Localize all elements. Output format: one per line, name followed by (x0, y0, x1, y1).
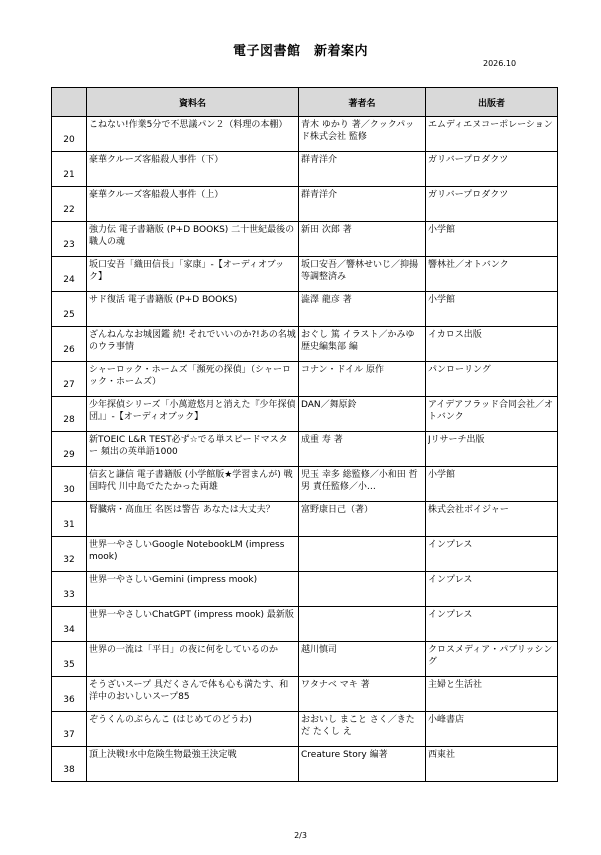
book-publisher-cell (426, 642, 558, 677)
book-title: 強力伝 電子書籍版 (P+D BOOKS) 二十世紀最後の職人の魂 (89, 225, 295, 247)
book-title-cell (87, 257, 299, 292)
book-author: 澁澤 龍彦 著 (301, 295, 352, 305)
book-author: 青木 ゆかり 著／クックパッド株式会社 監修 (301, 120, 415, 142)
table-row (52, 152, 558, 187)
table-row (52, 222, 558, 257)
new-arrivals-table (51, 87, 558, 782)
book-title-cell (87, 502, 299, 537)
column-header-author: 著者名 (299, 88, 426, 117)
book-title: ざんねんなお城図鑑 続! それでいいのか?!あの名城のウラ事情 (89, 330, 296, 352)
book-title-cell (87, 187, 299, 222)
book-author: コナン・ドイル 原作 (301, 365, 384, 375)
table-row (52, 117, 558, 152)
book-title-cell (87, 747, 299, 782)
row-number: 29 (63, 450, 75, 460)
row-number: 28 (63, 415, 75, 425)
book-publisher: パンローリング (428, 365, 491, 375)
book-publisher: ガリバープロダクツ (428, 155, 509, 165)
book-author-cell (299, 502, 426, 537)
book-publisher: アイデアフラッド合同会社／オトバンク (428, 400, 554, 422)
book-author: Creature Story 編著 (301, 750, 388, 760)
row-number-cell (52, 327, 87, 362)
book-publisher-cell (426, 292, 558, 327)
book-title-cell (87, 467, 299, 502)
book-title: 腎臓病・高血圧 名医は警告 あなたは大丈夫？ (89, 505, 275, 515)
book-publisher-cell (426, 327, 558, 362)
book-title-cell (87, 292, 299, 327)
table-header-row (52, 88, 558, 117)
book-publisher-cell (426, 362, 558, 397)
book-author: 群青洋介 (301, 155, 338, 165)
book-author-cell (299, 397, 426, 432)
table-row (52, 292, 558, 327)
book-title-cell (87, 537, 299, 572)
book-author-cell (299, 642, 426, 677)
column-header-publisher: 出版者 (426, 88, 558, 117)
row-number-cell (52, 677, 87, 712)
table-row (52, 362, 558, 397)
row-number-cell (52, 187, 87, 222)
book-title: 頂上決戦!水中危険生物最強王決定戦 (89, 750, 237, 760)
book-publisher-cell (426, 467, 558, 502)
row-number-cell (52, 572, 87, 607)
book-publisher-cell (426, 537, 558, 572)
book-title: ぞうくんのぶらんこ (はじめてのどうわ) (89, 715, 252, 725)
book-author: 坂口安吾／響林せいじ／抑揚等調整済み (301, 260, 419, 282)
book-publisher-cell (426, 187, 558, 222)
row-number: 33 (63, 590, 75, 600)
book-publisher: 株式会社ボイジャー (428, 505, 509, 515)
row-number-cell (52, 362, 87, 397)
row-number-cell (52, 222, 87, 257)
book-author-cell (299, 467, 426, 502)
book-publisher: インプレス (428, 540, 473, 550)
book-publisher-cell (426, 432, 558, 467)
row-number-cell (52, 607, 87, 642)
book-publisher-cell (426, 677, 558, 712)
book-publisher-cell (426, 397, 558, 432)
row-number: 22 (63, 205, 75, 215)
page-number: 2/3 (294, 831, 307, 840)
table-row (52, 467, 558, 502)
table-row (52, 187, 558, 222)
book-author-cell (299, 362, 426, 397)
book-publisher: インプレス (428, 575, 473, 585)
book-title: 世界の一流は「平日」の夜に何をしているのか (89, 645, 279, 655)
row-number: 20 (63, 135, 75, 145)
book-title: 坂口安吾「織田信長」「家康」-【オーディオブック】 (89, 260, 285, 282)
book-publisher-cell (426, 712, 558, 747)
book-author-cell (299, 712, 426, 747)
book-publisher: 響林社／オトバンク (428, 260, 509, 270)
book-author: 越川慎司 (301, 645, 338, 655)
book-publisher-cell (426, 222, 558, 257)
row-number: 24 (63, 275, 75, 285)
row-number-cell (52, 502, 87, 537)
row-number: 36 (63, 695, 75, 705)
book-publisher-cell (426, 152, 558, 187)
row-number-cell (52, 432, 87, 467)
row-number-cell (52, 747, 87, 782)
row-number: 38 (63, 765, 75, 775)
row-number-cell (52, 537, 87, 572)
book-publisher: エムディエヌコーポレーション (428, 120, 553, 130)
book-title-cell (87, 677, 299, 712)
book-title: シャーロック・ホームズ「瀕死の探偵」（シャーロック・ホームズ） (89, 365, 291, 387)
row-number: 21 (63, 170, 75, 180)
book-author: 富野康日己（著） (301, 505, 374, 515)
book-title-cell (87, 152, 299, 187)
row-number: 34 (63, 625, 75, 635)
row-number: 30 (63, 485, 75, 495)
column-header-number (52, 88, 87, 117)
book-title-cell (87, 222, 299, 257)
row-number-cell (52, 292, 87, 327)
book-title: 信玄と謙信 電子書籍版 (小学館版★学習まんが) 戦国時代 川中島でたたかった両雄 (89, 470, 293, 492)
book-author-cell (299, 187, 426, 222)
book-author-cell (299, 152, 426, 187)
book-title: こねない!作業5分で不思議パン２（料理の本棚） (89, 120, 288, 130)
row-number-cell (52, 712, 87, 747)
book-title: そうざいスープ 具だくさんで体も心も満たす、和洋中のおいしいスープ85 (89, 680, 289, 702)
book-publisher: 小学館 (428, 225, 456, 235)
row-number-cell (52, 152, 87, 187)
book-author: 成重 寿 著 (301, 435, 343, 445)
book-title: 世界一やさしいGoogle NotebookLM (impress mook) (89, 540, 285, 562)
book-publisher: ガリバープロダクツ (428, 190, 509, 200)
book-author: おぐし 篤 イラスト／かみゆ歴史編集部 編 (301, 330, 415, 352)
book-author-cell (299, 572, 426, 607)
table-row (52, 432, 558, 467)
book-author: 群青洋介 (301, 190, 338, 200)
book-title-cell (87, 117, 299, 152)
table-row (52, 327, 558, 362)
book-author-cell (299, 537, 426, 572)
row-number: 27 (63, 380, 75, 390)
book-author-cell (299, 117, 426, 152)
book-publisher-cell (426, 572, 558, 607)
book-author: 新田 次郎 著 (301, 225, 352, 235)
book-title-cell (87, 432, 299, 467)
row-number: 31 (63, 520, 75, 530)
book-title-cell (87, 607, 299, 642)
book-publisher: 小学館 (428, 470, 456, 480)
row-number: 35 (63, 660, 75, 670)
book-author: おおいし まこと さく／きただ たくし え (301, 715, 415, 737)
row-number-cell (52, 397, 87, 432)
book-publisher: インプレス (428, 610, 473, 620)
book-publisher-cell (426, 747, 558, 782)
table-row (52, 537, 558, 572)
book-title: 新TOEIC L&R TEST必ず☆でる単スピードマスター 頻出の英単語1000 (89, 435, 288, 457)
book-publisher: クロスメディア・パブリッシング (428, 645, 553, 667)
book-publisher: イカロス出版 (428, 330, 482, 340)
book-title: 世界一やさしいGemini (impress mook) (89, 575, 258, 585)
row-number: 37 (63, 730, 75, 740)
book-title-cell (87, 327, 299, 362)
book-author-cell (299, 432, 426, 467)
row-number-cell (52, 117, 87, 152)
book-title-cell (87, 642, 299, 677)
book-publisher: Jリサーチ出版 (428, 435, 485, 445)
row-number-cell (52, 467, 87, 502)
table-row (52, 257, 558, 292)
book-publisher-cell (426, 607, 558, 642)
book-author: 児玉 幸多 総監修／小和田 哲男 責任監修／小… (301, 470, 418, 492)
book-title-cell (87, 362, 299, 397)
book-publisher-cell (426, 502, 558, 537)
table-row (52, 502, 558, 537)
book-title: サド復活 電子書籍版 (P+D BOOKS) (89, 295, 238, 305)
book-publisher: 主婦と生活社 (428, 680, 483, 690)
table-row (52, 747, 558, 782)
book-author-cell (299, 607, 426, 642)
book-publisher-cell (426, 117, 558, 152)
book-title: 世界一やさしいChatGPT (impress mook) 最新版 (89, 610, 294, 620)
book-title-cell (87, 572, 299, 607)
book-author-cell (299, 677, 426, 712)
book-author-cell (299, 292, 426, 327)
table-row (52, 607, 558, 642)
row-number: 23 (63, 240, 75, 250)
book-author-cell (299, 747, 426, 782)
book-author-cell (299, 222, 426, 257)
book-author: DAN／舞原鈴 (301, 400, 357, 410)
column-header-title: 資料名 (87, 88, 299, 117)
table-row (52, 642, 558, 677)
table-row (52, 712, 558, 747)
row-number: 26 (63, 345, 75, 355)
book-publisher: 小学館 (428, 295, 456, 305)
table-body (52, 117, 558, 782)
table-row (52, 572, 558, 607)
book-title: 豪華クルーズ客船殺人事件（下） (89, 155, 224, 165)
row-number: 25 (63, 310, 75, 320)
table-row (52, 397, 558, 432)
book-author-cell (299, 327, 426, 362)
book-publisher: 小峰書店 (428, 715, 465, 725)
row-number-cell (52, 257, 87, 292)
book-author-cell (299, 257, 426, 292)
book-author: ワタナベ マキ 著 (301, 680, 370, 690)
book-title: 少年探偵シリーズ「小萬遊悠月と消えた『少年探偵団』」-【オーディオブック】 (89, 400, 296, 422)
book-publisher: 西東社 (428, 750, 456, 760)
row-number: 32 (63, 555, 75, 565)
row-number-cell (52, 642, 87, 677)
book-title-cell (87, 712, 299, 747)
book-publisher-cell (426, 257, 558, 292)
book-title: 豪華クルーズ客船殺人事件（上） (89, 190, 224, 200)
page-title: 電子図書館 新着案内 (232, 44, 368, 59)
issue-date: 2026.10 (483, 59, 517, 68)
table-row (52, 677, 558, 712)
book-title-cell (87, 397, 299, 432)
